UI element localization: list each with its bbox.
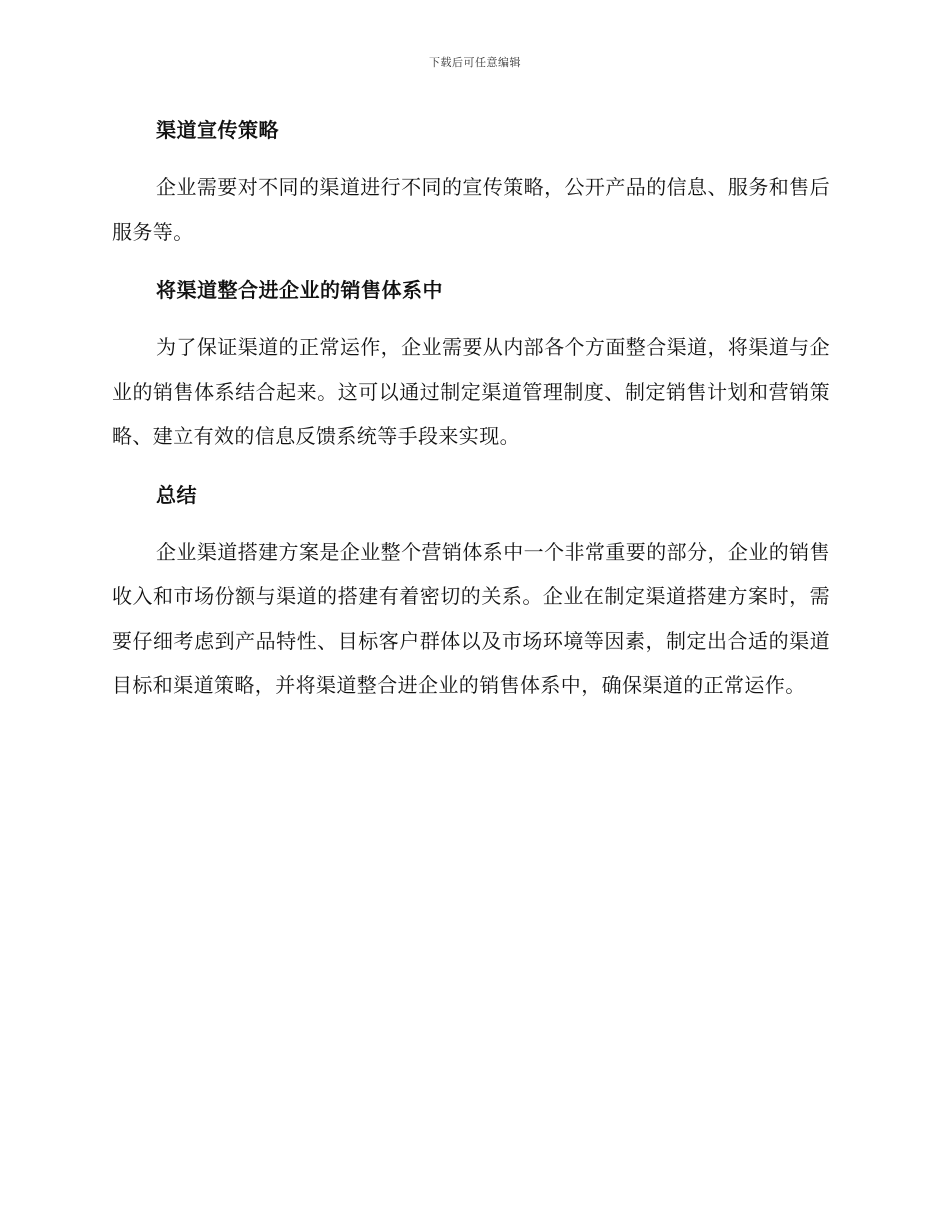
document-body bbox=[112, 108, 830, 722]
section-heading: 将渠道整合进企业的销售体系中 bbox=[156, 278, 443, 302]
section-paragraph: 为了保证渠道的正常运作，企业需要从内部各个方面整合渠道，将渠道与企业的销售体系结合起来。这可以通过制定渠道管理制度、制定销售计划和营销策略、建立有效的信息反馈系统等手段来实现。 bbox=[112, 335, 830, 448]
section-paragraph: 企业渠道搭建方案是企业整个营销体系中一个非常重要的部分，企业的销售收入和市场份额与渠道的搭建有着密切的关系。企业在制定渠道搭建方案时，需要仔细考虑到产品特性、目标客户群体以及市场环境等因素，制定出合适的渠道目标和渠道策略，并将渠道整合进企业的销售体系中，确保渠道的正常运作。 bbox=[112, 539, 830, 697]
section-summary bbox=[112, 473, 830, 708]
section-paragraph: 企业需要对不同的渠道进行不同的宣传策略，公开产品的信息、服务和售后服务等。 bbox=[112, 175, 830, 244]
section-channel-promotion bbox=[112, 108, 830, 254]
section-heading: 总结 bbox=[156, 482, 197, 507]
section-heading: 渠道宣传策略 bbox=[156, 118, 279, 142]
page-header-note: 下载后可任意编辑 bbox=[429, 56, 521, 69]
section-channel-integration bbox=[112, 268, 830, 459]
